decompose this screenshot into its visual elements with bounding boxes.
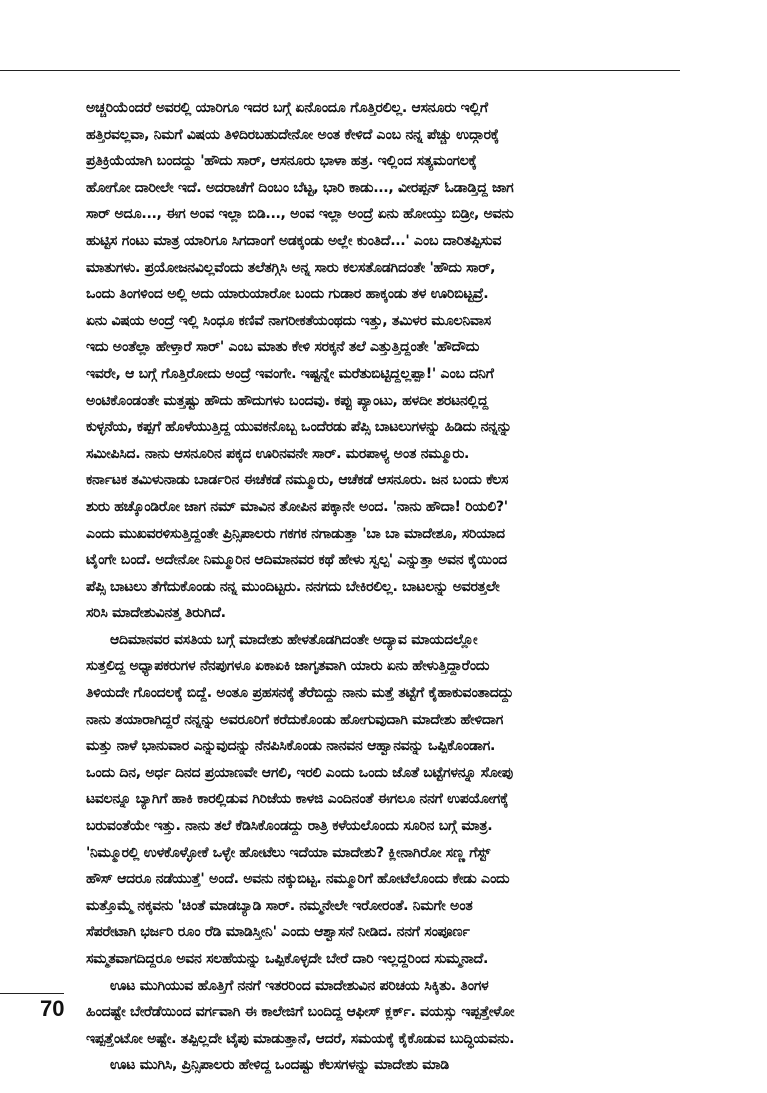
- text-line: ಇವರೇ, ಆ ಬಗ್ಗೆ ಗೊತ್ತಿರೋದು ಅಂದ್ರೆ ಇವಂಗೇ. ಇಷ್ಟನ್ನೇ ಮರೆತುಬಿಟ್ಟಿದ್ದಲ್ಲಪ್ಪಾ!' ಎಂಬ ದನಿಗೆ: [86, 365, 494, 382]
- text-line: ಪ್ರತಿಕ್ರಿಯೆಯಾಗಿ ಬಂದದ್ದು 'ಹೌದು ಸಾರ್, ಆಸನೂರು ಭಾಳಾ ಹತ್ರ. ಇಲ್ಲಿಂದ ಸತ್ಯಮಂಗಲಕ್ಕೆ: [86, 153, 477, 170]
- text-line: ಹುಟ್ಟಿಸ ಗಂಟು ಮಾತ್ರ ಯಾರಿಗೂ ಸಿಗದಾಂಗೆ ಅಡಕ್ಕಂಡು ಅಲ್ಲೇ ಕುಂತಿದೆ...' ಎಂಬ ದಾರಿತಪ್ಪಿಸುವ: [86, 232, 502, 249]
- text-line: ಮತ್ತೊಮ್ಮೆ ನಕ್ಕವನು 'ಚಿಂತೆ ಮಾಡಬ್ಯಾಡಿ ಸಾರ್. ನಮ್ಮನೇಲೇ ಇರೋರಂತೆ. ನಿಮಗೇ ಅಂತ: [86, 897, 473, 914]
- text-line: ಇದು ಅಂತೆಲ್ಲಾ ಹೇಳ್ತಾರೆ ಸಾರ್' ಎಂಬ ಮಾತು ಕೇಳಿ ಸರಕ್ಕನೆ ತಲೆ ಎತ್ತುತ್ತಿದ್ದಂತೇ 'ಹೌದೌದು: [86, 339, 480, 356]
- text-line: ಏನು ವಿಷಯ ಅಂದ್ರೆ ಇಲ್ಲಿ ಸಿಂಧೂ ಕಣಿವೆ ನಾಗರೀಕತೆಯಂಥದು ಇತ್ತು, ತಮಿಳರ ಮೂಲನಿವಾಸ: [86, 312, 491, 329]
- text-line: ಹೌಸ್ ಆದರೂ ನಡೆಯುತ್ತೆ' ಅಂದೆ. ಅವನು ನಕ್ಕುಬಿಟ್ಟ. ನಮ್ಮೂರಿಗೆ ಹೋಟೆಲೊಂದು ಕೇಡು ಎಂದು: [86, 871, 510, 888]
- text-line: ನಾನು ತಯಾರಾಗಿದ್ದರೆ ನನ್ನನ್ನು ಅವರೂರಿಗೆ ಕರೆದುಕೊಂಡು ಹೋಗುವುದಾಗಿ ಮಾದೇಶು ಹೇಳಿದಾಗ: [86, 711, 504, 728]
- text-line: ಊಟ ಮುಗಿಸಿ, ಪ್ರಿನ್ಸಿಪಾಲರು ಹೇಳಿದ್ದ ಒಂದಷ್ಟು ಕೆಲಸಗಳನ್ನು ಮಾದೇಶು ಮಾಡಿ: [110, 1057, 450, 1074]
- footer-rule: [0, 993, 64, 994]
- text-line: ಹಿಂದಷ್ಟೇ ಬೇರೆಡೆಯಿಂದ ವರ್ಗವಾಗಿ ಈ ಕಾಲೇಜಿಗೆ ಬಂದಿದ್ದ ಆಫೀಸ್ ಕ್ಲರ್ಕ್. ವಯಸ್ಸು ಇಪ್ಪತ್ತೇಳೋ: [86, 1004, 515, 1021]
- text-line: ಒಂದು ದಿನ, ಅರ್ಧ ದಿನದ ಪ್ರಯಾಣವೇ ಆಗಲಿ, ಇರಲಿ ಎಂದು ಒಂದು ಜೊತೆ ಬಟ್ಟೆಗಳನ್ನೂ ಸೋಪು: [86, 764, 513, 781]
- text-line: ಟೈಂಗೇ ಬಂದೆ. ಅದೇನೋ ನಿಮ್ಮೂರಿನ ಆದಿಮಾನವರ ಕಥೆ ಹೇಳು ಸ್ವಲ್ಪ' ಎನ್ನುತ್ತಾ ಅವನ ಕೈಯಿಂದ: [86, 552, 507, 569]
- text-line: ಶುರು ಹಚ್ಕೊಂಡಿರೋ ಜಾಗ ನಮ್ ಮಾವಿನ ತೋಪಿನ ಪಕ್ಕಾನೇ ಅಂದ. 'ನಾನು ಹೌದಾ! ರಿಯಲಿ?': [86, 498, 508, 515]
- text-line: ಇಪ್ಪತ್ತೆಂಟೋ ಅಷ್ಟೇ. ತಪ್ಪಿಲ್ಲದೇ ಟೈಪು ಮಾಡುತ್ತಾನೆ, ಆದರೆ, ಸಮಯಕ್ಕೆ ಕೈಕೊಡುವ ಬುದ್ಧಿಯವನು.: [86, 1030, 515, 1047]
- text-line: ಸಮ್ಮತವಾಗದಿದ್ದರೂ ಅವನ ಸಲಹೆಯನ್ನು ಒಪ್ಪಿಕೊಳ್ಳದೇ ಬೇರೆ ದಾರಿ ಇಲ್ಲದ್ದರಿಂದ ಸುಮ್ಮನಾದೆ.: [86, 951, 489, 967]
- text-line: ಪೆಪ್ಸಿ ಬಾಟಲು ತೆಗೆದುಕೊಂಡು ನನ್ನ ಮುಂದಿಟ್ಟರು. ನನಗದು ಬೇಕಿರಲಿಲ್ಲ. ಬಾಟಲನ್ನು ಅವರತ್ತಲೇ: [86, 578, 500, 595]
- text-line: ಆದಿಮಾನವರ ವಸತಿಯ ಬಗ್ಗೆ ಮಾದೇಶು ಹೇಳತೊಡಗಿದಂತೇ ಅದ್ಯಾವ ಮಾಯದಲ್ಲೋ: [110, 631, 478, 648]
- text-line: ಟವಲನ್ನೂ ಬ್ಯಾಗಿಗೆ ಹಾಕಿ ಕಾರಲ್ಲಿಡುವ ಗಿರಿಜೆಯ ಕಾಳಜಿ ಎಂದಿನಂತೆ ಈಗಲೂ ನನಗೆ ಉಪಯೋಗಕ್ಕೆ: [86, 791, 509, 808]
- text-line: ಸಾರ್ ಅದೂ..., ಈಗ ಅಂವ ಇಲ್ಲಾ ಬಿಡಿ..., ಅಂವ ಇಲ್ಲಾ ಅಂದ್ರೆ ಏನು ಹೋಯ್ತು ಬಿಡ್ರೀ, ಅವನು: [86, 206, 514, 223]
- text-line: ಕುಳ್ಳನೆಯ, ಕಪ್ಪಗೆ ಹೊಳೆಯುತ್ತಿದ್ದ ಯುವಕನೊಬ್ಬ ಒಂದೆರಡು ಪೆಪ್ಸಿ ಬಾಟಲುಗಳನ್ನು ಹಿಡಿದು ನನ್ನನ್ನು: [86, 419, 512, 436]
- header-rule: [0, 70, 680, 71]
- text-line: ತಿಳಿಯದೇ ಗೊಂದಲಕ್ಕೆ ಬಿದ್ದೆ. ಅಂತೂ ಪ್ರಹಸನಕ್ಕೆ ತೆರೆಬಿದ್ದು ನಾನು ಮತ್ತೆ ತಟ್ಟೆಗೆ ಕೈಹಾಕುವಂತಾದದ್ದು: [86, 685, 514, 702]
- text-line: ಹೋಗೋ ದಾರೀಲೇ ಇದೆ. ಅದರಾಚೆಗೆ ದಿಂಬಂ ಬೆಟ್ಟ, ಭಾರಿ ಕಾಡು..., ವೀರಪ್ಪನ್ ಓಡಾಡ್ತಿದ್ದ ಜಾಗ: [86, 179, 514, 196]
- text-line: ಒಂದು ತಿಂಗಳಿಂದ ಅಲ್ಲಿ ಅದು ಯಾರುಯಾರೋ ಬಂದು ಗುಡಾರ ಹಾಕ್ಕಂಡು ತಳ ಊರಿಬಿಟ್ಟವ್ರೆ.: [86, 286, 489, 303]
- text-line: ಬರುವಂತೆಯೇ ಇತ್ತು. ನಾನು ತಲೆ ಕೆಡಿಸಿಕೊಂಡದ್ದು ರಾತ್ರಿ ಕಳೆಯಲೊಂದು ಸೂರಿನ ಬಗ್ಗೆ ಮಾತ್ರ.: [86, 818, 493, 835]
- text-line: ಸರಿಸಿ ಮಾದೇಶುವಿನತ್ತ ತಿರುಗಿದೆ.: [86, 605, 226, 622]
- text-line: ಹತ್ತಿರವಲ್ಲವಾ, ನಿಮಗೆ ವಿಷಯ ತಿಳಿದಿರಬಹುದೇನೋ ಅಂತ ಕೇಳಿದೆ ಎಂಬ ನನ್ನ ಪೆಚ್ಚು ಉದ್ಗಾರಕ್ಕೆ: [86, 126, 499, 143]
- text-line: 'ನಿಮ್ಮೂರಲ್ಲಿ ಉಳಕೊಳ್ಳೋಕೆ ಒಳ್ಳೇ ಹೋಟೆಲು ಇದೆಯಾ ಮಾದೇಶು? ಕ್ಲೀನಾಗಿರೋ ಸಣ್ಣ ಗೆಸ್ಟ್: [86, 844, 490, 861]
- page-number: 70: [40, 996, 65, 1021]
- text-line: ಮತ್ತು ನಾಳೆ ಭಾನುವಾರ ಎನ್ನುವುದನ್ನು ನೆನಪಿಸಿಕೊಂಡು ನಾನವನ ಆಹ್ವಾನವನ್ನು ಒಪ್ಪಿಕೊಂಡಾಗ.: [86, 738, 496, 755]
- text-line: ಮಾತುಗಳು. ಪ್ರಯೋಜನವಿಲ್ಲವೆಂದು ತಲೆತಗ್ಗಿಸಿ ಅನ್ನ ಸಾರು ಕಲಸತೊಡಗಿದಂತೇ 'ಹೌದು ಸಾರ್,: [86, 259, 496, 276]
- text-line: ಸುತ್ತಲಿದ್ದ ಅಧ್ಯಾಪಕರುಗಳ ನೆನಪುಗಳೂ ಏಕಾಏಕಿ ಜಾಗೃತವಾಗಿ ಯಾರು ಏನು ಹೇಳುತ್ತಿದ್ದಾರೆಂದು: [86, 658, 490, 675]
- text-line: ಅಂಟಿಕೊಂಡಂತೇ ಮತ್ತಷ್ಟು ಹೌದು ಹೌದುಗಳು ಬಂದವು. ಕಪ್ಪು ಪ್ಯಾಂಟು, ಹಳದೀ ಶರಟನಲ್ಲಿದ್ದ: [86, 392, 489, 409]
- body-text: [86, 95, 688, 1079]
- text-line: ಎಂದು ಮುಖವರಳಿಸುತ್ತಿದ್ದಂತೇ ಪ್ರಿನ್ಸಿಪಾಲರು ಗಕಗಕ ನಗಾಡುತ್ತಾ 'ಬಾ ಬಾ ಮಾದೇಶೂ, ಸರಿಯಾದ: [86, 525, 505, 542]
- text-line: ಕರ್ನಾಟಕ ತಮಿಳುನಾಡು ಬಾರ್ಡರಿನ ಈಚೆಕಡೆ ನಮ್ಮೂರು, ಆಚೆಕಡೆ ಆಸನೂರು. ಜನ ಬಂದು ಕೆಲಸ: [86, 472, 509, 489]
- text-line: ಊಟ ಮುಗಿಯುವ ಹೊತ್ತಿಗೆ ನನಗೆ ಇತರರಿಂದ ಮಾದೇಶುವಿನ ಪರಿಚಯ ಸಿಕ್ಕಿತು. ತಿಂಗಳ: [110, 977, 489, 994]
- text-line: ಸೆಪರೇಟಾಗಿ ಭರ್ಜರಿ ರೂಂ ರೆಡಿ ಮಾಡಿಸ್ತೀನಿ' ಎಂದು ಆಶ್ವಾಸನೆ ನೀಡಿದ. ನನಗೆ ಸಂಪೂರ್ಣ: [86, 924, 470, 941]
- text-line: ಸಮೀಪಿಸಿದ. ನಾನು ಆಸನೂರಿನ ಪಕ್ಕದ ಊರಿನವನೇ ಸಾರ್. ಮರಪಾಳ್ಯ ಅಂತ ನಮ್ಮೂರು.: [86, 445, 470, 462]
- text-line: ಅಚ್ಚರಿಯೆಂದರೆ ಅವರಲ್ಲಿ ಯಾರಿಗೂ ಇದರ ಬಗ್ಗೆ ಏನೊಂದೂ ಗೊತ್ತಿರಲಿಲ್ಲ. ಆಸನೂರು ಇಲ್ಲಿಗೆ: [86, 100, 488, 116]
